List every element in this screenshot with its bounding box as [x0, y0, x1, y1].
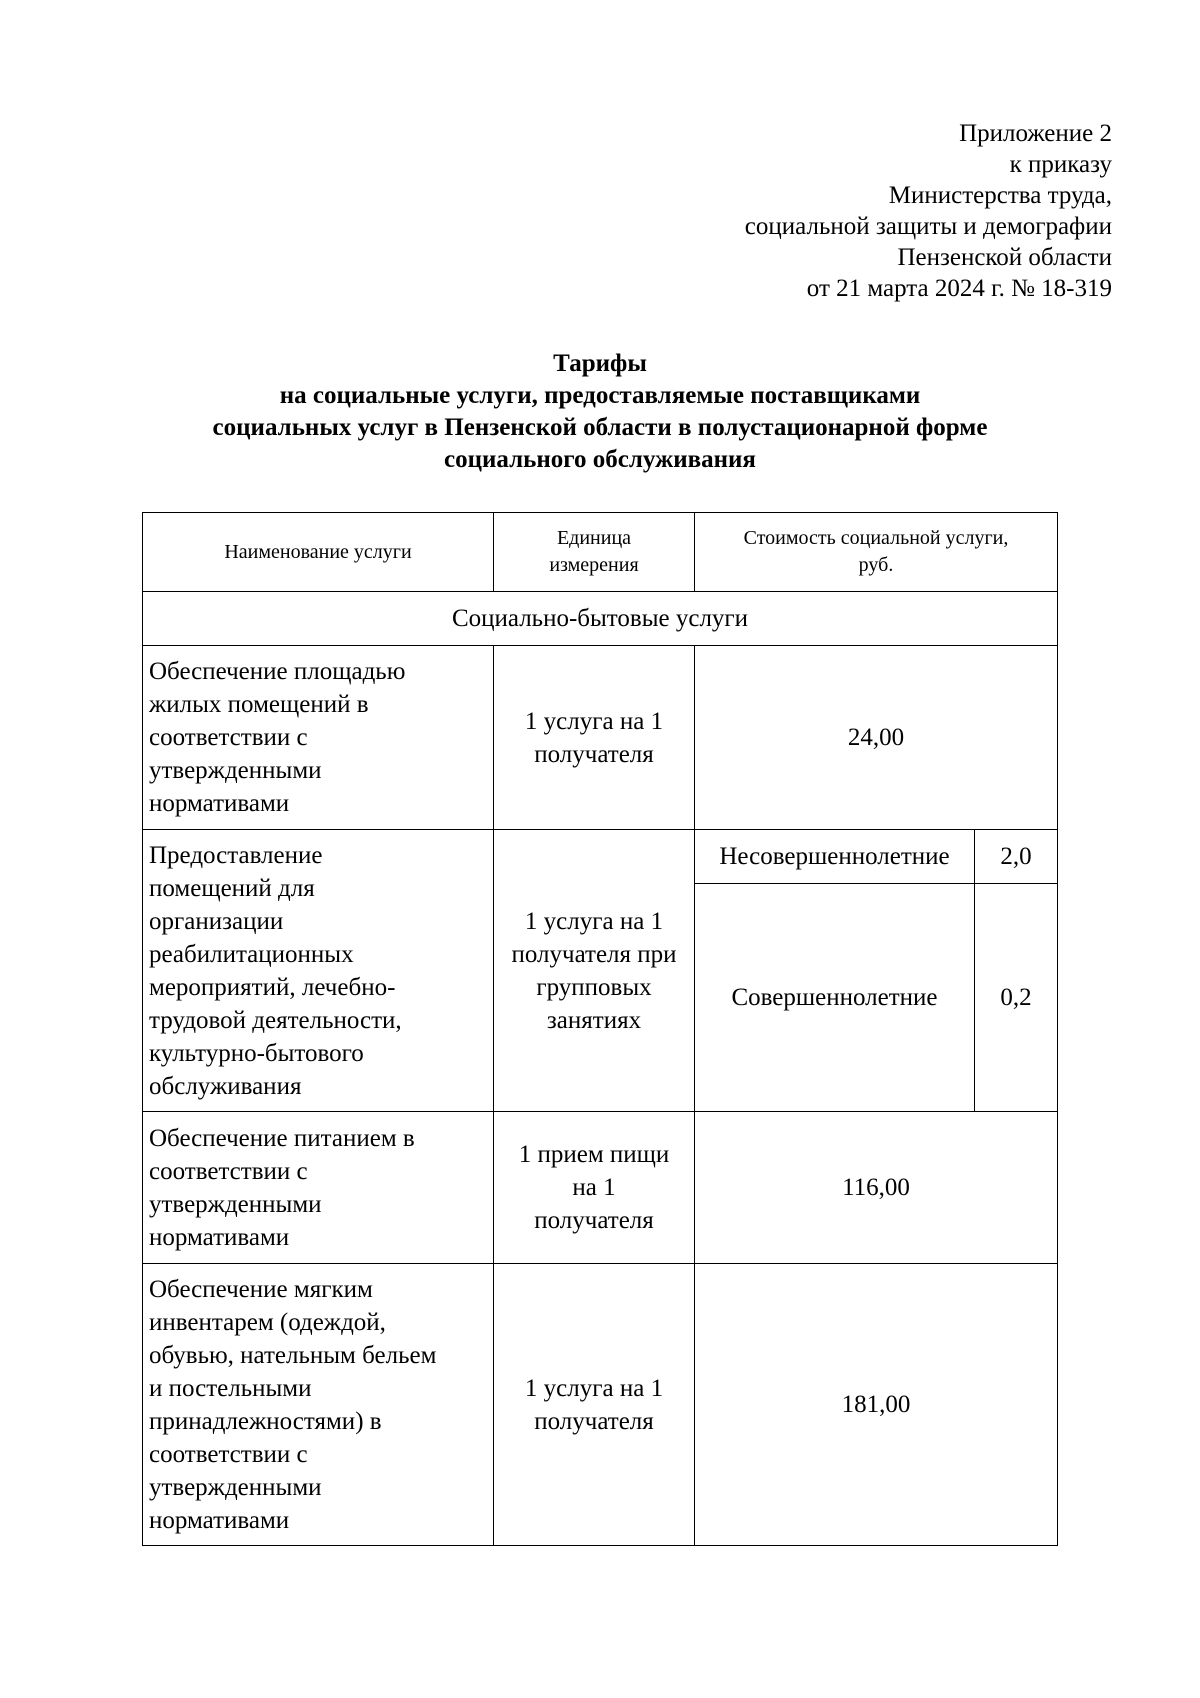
appendix-line: социальной защиты и демографии — [744, 213, 1112, 240]
appendix-line: к приказу — [1009, 151, 1112, 178]
table-row — [143, 1112, 1058, 1264]
table-row — [143, 646, 1058, 830]
service-price: 116,00 — [695, 1112, 1058, 1264]
table-row — [143, 1264, 1058, 1546]
price-category: Несовершеннолетние — [695, 830, 975, 884]
table-row — [143, 830, 1058, 884]
service-price: 24,00 — [695, 646, 1058, 830]
service-price: 181,00 — [695, 1264, 1058, 1546]
header-cost-line: Стоимость социальной услуги, — [743, 527, 1009, 549]
header-service — [143, 513, 494, 592]
appendix-line: Министерства труда, — [888, 182, 1112, 209]
unit-of-measure: 1 услуга на 1 получателя — [494, 646, 695, 830]
price-category: Совершеннолетние — [695, 884, 975, 1112]
header-service-label: Наименование услуги — [224, 540, 412, 563]
appendix-line: Приложение 2 — [959, 120, 1112, 147]
category-price: 2,0 — [975, 830, 1058, 884]
tariffs-table — [142, 512, 1058, 1546]
title-line: социальных услуг в Пензенской области в полустационарной форме — [212, 414, 988, 441]
service-name: Обеспечение питанием в соответствии с утвержденными нормативами — [143, 1112, 494, 1264]
title-line: социального обслуживания — [444, 446, 756, 473]
unit-of-measure: 1 услуга на 1 получателя при групповых занятиях — [494, 830, 695, 1112]
service-name: Обеспечение мягким инвентарем (одеждой, обувью, нательным бельем и постельными принадлежностями) в соответствии с утвержденными нормативами — [143, 1264, 494, 1546]
header-unit — [494, 513, 695, 592]
document-title — [0, 348, 1200, 476]
appendix-note — [745, 118, 1112, 304]
service-name: Обеспечение площадью жилых помещений в соответствии с утвержденными нормативами — [143, 646, 494, 830]
unit-of-measure: 1 прием пищи на 1 получателя — [494, 1112, 695, 1264]
header-cost-line: руб. — [858, 554, 894, 576]
title-line: Тарифы — [553, 350, 647, 377]
category-price: 0,2 — [975, 884, 1058, 1112]
header-unit-line: измерения — [549, 554, 639, 576]
appendix-line: Пензенской области — [897, 244, 1112, 271]
section-title: Социально-бытовые услуги — [143, 592, 1058, 646]
unit-of-measure: 1 услуга на 1 получателя — [494, 1264, 695, 1546]
table-header-row — [143, 513, 1058, 592]
title-line: на социальные услуги, предоставляемые поставщиками — [279, 382, 921, 409]
header-cost — [695, 513, 1058, 592]
service-name: Предоставление помещений для организации реабилитационных мероприятий, лечебно- трудовой деятельности, культурно-бытового обслуживания — [143, 830, 494, 1112]
section-row — [143, 592, 1058, 646]
appendix-line: от 21 марта 2024 г. № 18-319 — [806, 275, 1112, 302]
header-unit-line: Единица — [556, 527, 632, 549]
